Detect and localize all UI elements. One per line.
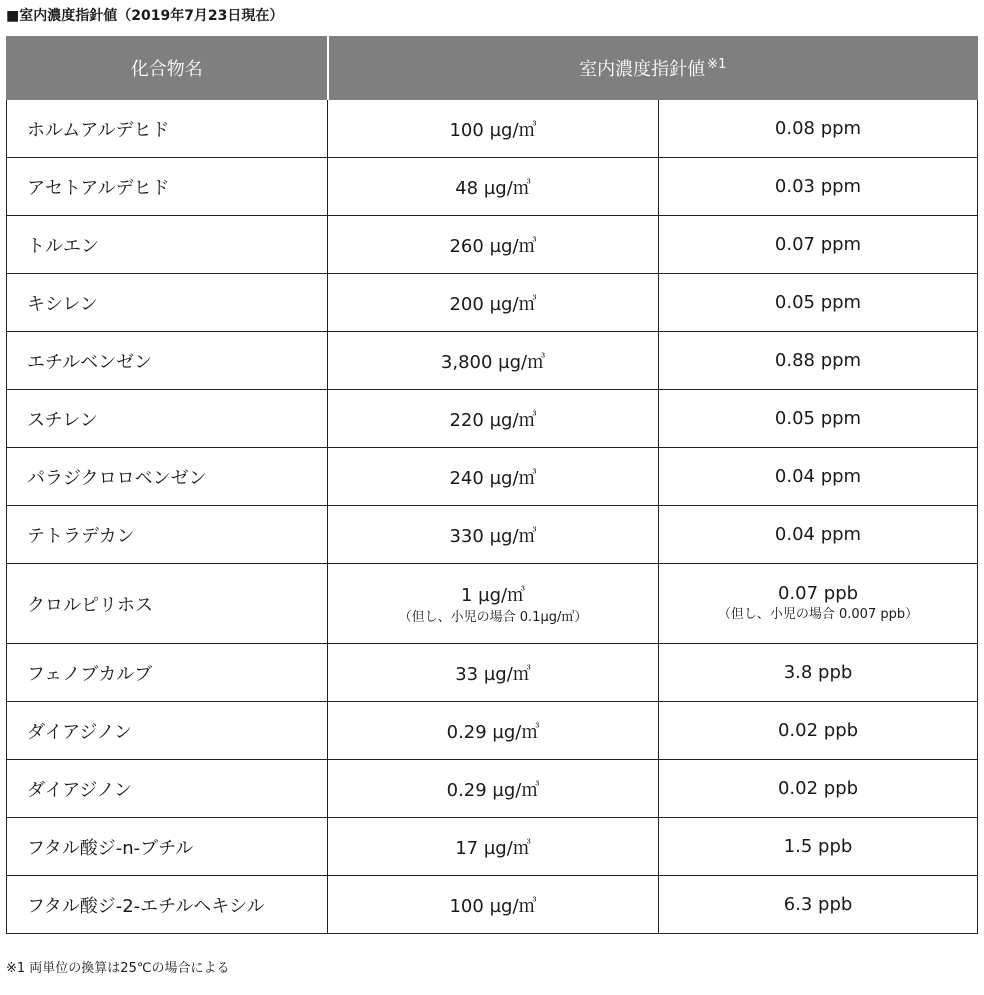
page-title: ■室内濃度指針値（2019年7月23日現在） bbox=[6, 8, 284, 24]
compound-name: スチレン bbox=[7, 390, 328, 448]
mass-concentration: 330 µg/㎥ bbox=[328, 506, 659, 564]
mass-concentration-cell bbox=[328, 564, 659, 644]
ppm-concentration: 1.5 ppb bbox=[659, 818, 978, 876]
table-row bbox=[7, 332, 978, 390]
table-row bbox=[7, 564, 978, 644]
header-compound-label: 化合物名 bbox=[130, 59, 203, 80]
table-row bbox=[7, 216, 978, 274]
table-row bbox=[7, 506, 978, 564]
ppm-concentration-cell bbox=[659, 564, 978, 644]
guideline-table bbox=[6, 36, 978, 934]
ppm-concentration: 0.05 ppm bbox=[659, 274, 978, 332]
footnote: ※1 両単位の換算は25℃の場合による bbox=[6, 961, 230, 976]
compound-name: アセトアルデヒド bbox=[7, 158, 328, 216]
compound-name: クロルピリホス bbox=[7, 564, 328, 644]
ppm-concentration: 0.88 ppm bbox=[659, 332, 978, 390]
mass-concentration: 220 µg/㎥ bbox=[328, 390, 659, 448]
mass-concentration: 240 µg/㎥ bbox=[328, 448, 659, 506]
table-row bbox=[7, 274, 978, 332]
ppm-concentration: 0.07 ppb bbox=[777, 583, 859, 604]
compound-name: フェノブカルブ bbox=[7, 644, 328, 702]
ppm-concentration: 6.3 ppb bbox=[659, 876, 978, 934]
ppm-concentration-note: （但し、小児の場合 0.007 ppb） bbox=[717, 607, 919, 622]
mass-concentration: 33 µg/㎥ bbox=[328, 644, 659, 702]
ppm-concentration: 0.04 ppm bbox=[659, 506, 978, 564]
mass-concentration: 100 µg/㎥ bbox=[328, 876, 659, 934]
header-guideline-mark: ※1 bbox=[707, 57, 727, 72]
mass-concentration: 0.29 µg/㎥ bbox=[328, 760, 659, 818]
compound-name: トルエン bbox=[7, 216, 328, 274]
table-row bbox=[7, 100, 978, 158]
table-row bbox=[7, 818, 978, 876]
mass-concentration: 100 µg/㎥ bbox=[328, 100, 659, 158]
compound-name: エチルベンゼン bbox=[7, 332, 328, 390]
compound-name: ダイアジノン bbox=[7, 760, 328, 818]
ppm-concentration: 0.08 ppm bbox=[659, 100, 978, 158]
header-guideline-label: 室内濃度指針値 bbox=[579, 59, 706, 80]
compound-name: ホルムアルデヒド bbox=[7, 100, 328, 158]
table-row bbox=[7, 760, 978, 818]
mass-concentration: 3,800 µg/㎥ bbox=[328, 332, 659, 390]
mass-concentration: 17 µg/㎥ bbox=[328, 818, 659, 876]
table-header-row bbox=[7, 37, 978, 100]
compound-name: キシレン bbox=[7, 274, 328, 332]
compound-name: ダイアジノン bbox=[7, 702, 328, 760]
table-row bbox=[7, 702, 978, 760]
table-row bbox=[7, 448, 978, 506]
ppm-concentration: 0.04 ppm bbox=[659, 448, 978, 506]
ppm-concentration: 0.03 ppm bbox=[659, 158, 978, 216]
compound-name: フタル酸ジ-2-エチルヘキシル bbox=[7, 876, 328, 934]
table-row bbox=[7, 390, 978, 448]
ppm-concentration: 0.07 ppm bbox=[659, 216, 978, 274]
mass-concentration: 1 µg/㎥ bbox=[460, 584, 526, 606]
mass-concentration: 0.29 µg/㎥ bbox=[328, 702, 659, 760]
mass-concentration: 200 µg/㎥ bbox=[328, 274, 659, 332]
header-compound bbox=[7, 37, 328, 100]
table-row bbox=[7, 644, 978, 702]
mass-concentration-note: （但し、小児の場合 0.1µg/㎥） bbox=[398, 609, 588, 625]
mass-concentration: 48 µg/㎥ bbox=[328, 158, 659, 216]
header-guideline bbox=[328, 37, 978, 100]
ppm-concentration: 3.8 ppb bbox=[659, 644, 978, 702]
ppm-concentration: 0.02 ppb bbox=[659, 702, 978, 760]
ppm-concentration: 0.05 ppm bbox=[659, 390, 978, 448]
table-row bbox=[7, 876, 978, 934]
compound-name: パラジクロロベンゼン bbox=[7, 448, 328, 506]
mass-concentration: 260 µg/㎥ bbox=[328, 216, 659, 274]
compound-name: フタル酸ジ-n-ブチル bbox=[7, 818, 328, 876]
ppm-concentration: 0.02 ppb bbox=[659, 760, 978, 818]
compound-name: テトラデカン bbox=[7, 506, 328, 564]
table-row bbox=[7, 158, 978, 216]
